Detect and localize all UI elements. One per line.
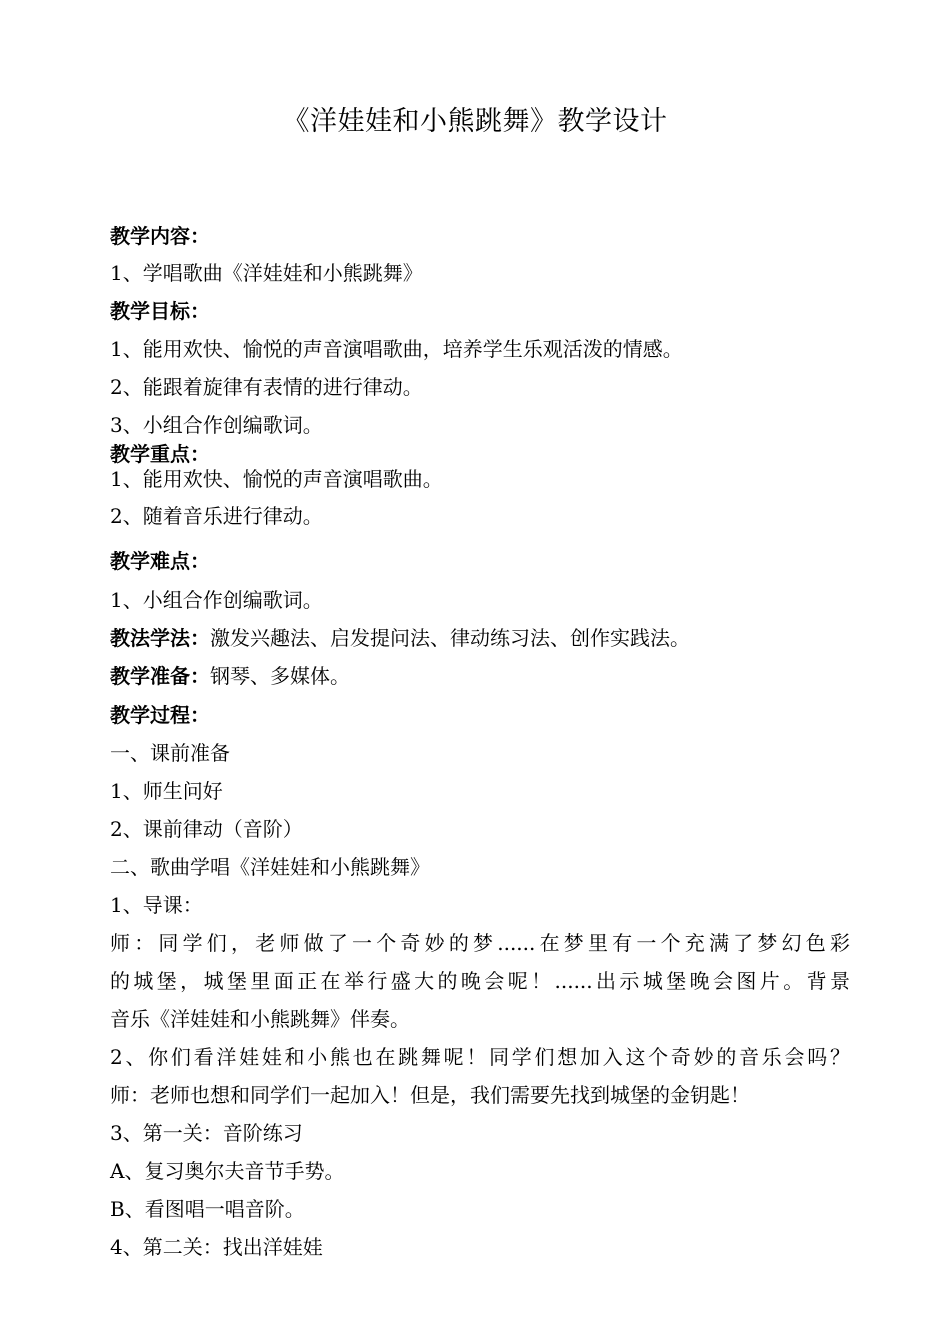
- process-line-8: 音乐《洋娃娃和小熊跳舞》伴奏。: [110, 1007, 410, 1031]
- key-point-item-1: 1、能用欢快、愉悦的声音演唱歌曲。: [110, 467, 443, 491]
- process-line-9: 2、你们看洋娃娃和小熊也在跳舞呢！同学们想加入这个奇妙的音乐会吗？: [110, 1045, 850, 1069]
- document-title: 《洋娃娃和小熊跳舞》教学设计: [282, 106, 668, 137]
- preparation-label: 教学准备：: [110, 664, 210, 688]
- process-line-4: 二、歌曲学唱《洋娃娃和小熊跳舞》: [110, 855, 430, 879]
- key-point-item-2: 2、随着音乐进行律动。: [110, 504, 323, 528]
- process-line-1: 一、课前准备: [110, 741, 230, 765]
- content-item-1: 1、学唱歌曲《洋娃娃和小熊跳舞》: [110, 261, 423, 285]
- process-line-3: 2、课前律动（音阶）: [110, 817, 303, 841]
- process-line-14: 4、第二关：找出洋娃娃: [110, 1235, 323, 1259]
- section-heading-difficulties: 教学难点：: [110, 549, 210, 573]
- difficulty-item-1: 1、小组合作创编歌词。: [110, 588, 323, 612]
- preparation-text: 钢琴、多媒体。: [210, 664, 350, 688]
- goal-item-2: 2、能跟着旋律有表情的进行律动。: [110, 375, 423, 399]
- section-heading-content: 教学内容：: [110, 224, 210, 248]
- goal-item-3: 3、小组合作创编歌词。: [110, 413, 323, 437]
- section-heading-process: 教学过程：: [110, 703, 210, 727]
- process-line-7: 的城堡，城堡里面正在举行盛大的晚会呢！......出示城堡晚会图片。背景: [110, 969, 850, 993]
- process-line-13: B、看图唱一唱音阶。: [110, 1197, 305, 1221]
- methods-text: 激发兴趣法、启发提问法、律动练习法、创作实践法。: [210, 626, 690, 650]
- goal-item-1: 1、能用欢快、愉悦的声音演唱歌曲，培养学生乐观活泼的情感。: [110, 337, 683, 361]
- process-line-5: 1、导课：: [110, 893, 203, 917]
- section-heading-key-points: 教学重点：: [110, 442, 210, 466]
- process-line-2: 1、师生问好: [110, 779, 223, 803]
- methods-label: 教法学法：: [110, 626, 210, 650]
- process-line-6: 师：同学们，老师做了一个奇妙的梦......在梦里有一个充满了梦幻色彩: [110, 931, 850, 955]
- process-line-12: A、复习奥尔夫音节手势。: [110, 1159, 345, 1183]
- preparation-line: [110, 662, 850, 690]
- process-line-10: 师：老师也想和同学们一起加入！但是，我们需要先找到城堡的金钥匙！: [110, 1083, 750, 1107]
- methods-line: [110, 624, 850, 652]
- process-line-11: 3、第一关：音阶练习: [110, 1121, 303, 1145]
- section-heading-goals: 教学目标：: [110, 299, 210, 323]
